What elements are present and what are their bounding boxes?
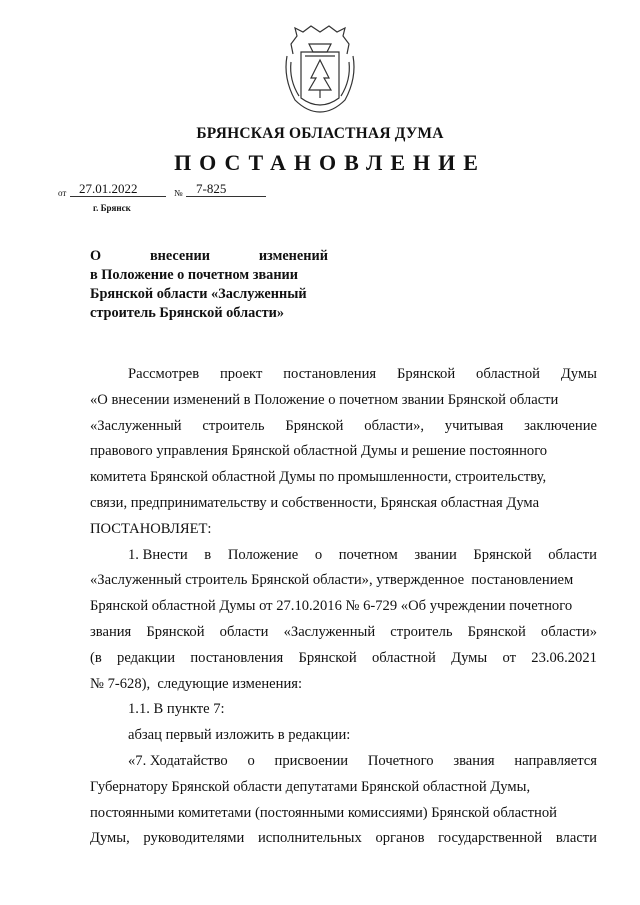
city: г. Брянск <box>93 203 131 213</box>
body-text: Брянской <box>473 546 532 563</box>
body-line <box>90 491 597 517</box>
body-text: направляется <box>514 752 597 769</box>
body-line <box>90 414 597 440</box>
body-text: проект <box>220 366 263 382</box>
body-text: «7. Ходатайство <box>128 752 228 769</box>
body-line <box>90 543 597 569</box>
coat-of-arms-emblem <box>281 22 359 114</box>
body-text: Рассмотрев <box>128 366 200 382</box>
body-text: (в <box>90 649 102 666</box>
body-text: Губернатору Брянской области депутатами Брянской областной Думы, <box>90 778 531 795</box>
body-line <box>90 620 597 646</box>
body-text: области» <box>540 623 597 640</box>
body-line <box>90 568 597 594</box>
body-text: строитель <box>202 417 265 434</box>
body-text: Брянской <box>298 649 357 666</box>
body-text: «О внесении изменений в Положение о почетном звании Брянской области <box>90 391 559 408</box>
body-text: Думы, <box>90 830 130 847</box>
title-word: О <box>90 248 102 264</box>
body-text: органов <box>375 830 425 847</box>
body-text: строитель <box>390 623 453 640</box>
body-line <box>90 439 597 465</box>
title-line <box>90 304 328 323</box>
body-text: области <box>219 623 269 640</box>
body-text: правового управления Брянской областной Думы и решение постоянного <box>90 443 548 460</box>
body-text: областной <box>476 366 540 382</box>
body-text: области <box>548 546 597 563</box>
body-line <box>90 801 597 827</box>
body-text: учитывая <box>444 417 504 434</box>
body-line <box>90 646 597 672</box>
document-type: ПОСТАНОВЛЕНИЕ <box>174 150 486 175</box>
body-text: «Заслуженный <box>283 623 376 640</box>
document-body <box>90 362 597 852</box>
title-word: внесении <box>149 248 210 264</box>
title-word: Брянской области «Заслуженный <box>90 286 307 302</box>
body-line <box>90 826 597 852</box>
body-text: государственной <box>438 830 543 847</box>
number-prefix: № <box>174 188 183 198</box>
body-text: Брянской областной Думы от 27.10.2016 № 6-729 «Об учреждении почетного <box>90 598 573 615</box>
document-date: 27.01.2022 <box>79 181 138 196</box>
body-text: о <box>247 752 255 769</box>
body-text: звании <box>414 546 457 563</box>
body-text: 1.1. В пункте 7: <box>128 701 225 718</box>
body-text: 1. Внести <box>128 546 188 563</box>
title-line <box>90 247 328 266</box>
body-line <box>90 388 597 414</box>
body-text: Думы <box>560 366 597 382</box>
body-text: Почетного <box>367 752 434 769</box>
body-text: заключение <box>524 417 597 434</box>
document-number: 7-825 <box>196 181 227 196</box>
body-line <box>90 362 597 388</box>
title-line <box>90 285 328 304</box>
body-text: области», <box>364 417 425 434</box>
body-line <box>90 723 597 749</box>
date-prefix: от <box>58 188 67 198</box>
body-text: связи, предпринимательству и собственности, Брянская областная Дума <box>90 494 540 511</box>
body-text: постановления <box>190 649 284 666</box>
body-text: ПОСТАНОВЛЯЕТ: <box>90 520 212 537</box>
body-text: Брянской <box>146 623 205 640</box>
body-text: № 7-628), следующие изменения: <box>90 675 303 692</box>
body-text: Брянской <box>467 623 526 640</box>
body-line <box>90 465 597 491</box>
body-text: Положение <box>227 546 299 563</box>
body-text: Брянской <box>285 417 344 434</box>
body-text: о <box>314 546 323 563</box>
body-text: 23.06.2021 <box>531 649 597 666</box>
body-text: исполнительных <box>257 830 362 847</box>
body-text: присвоении <box>274 752 349 769</box>
title-word: в Положение о почетном звании <box>90 267 299 283</box>
document-title <box>90 247 328 323</box>
body-text: почетном <box>338 546 398 563</box>
body-text: абзац первый изложить в редакции: <box>128 727 351 744</box>
body-text: руководителями <box>143 830 245 847</box>
body-text: постоянными комитетами (постоянными комиссиями) Брянской областной <box>90 804 557 821</box>
body-line <box>90 749 597 775</box>
body-line <box>90 775 597 801</box>
body-text: «Заслуженный <box>90 417 182 434</box>
body-text: власти <box>555 830 597 847</box>
body-line <box>90 697 597 723</box>
title-word: изменений <box>258 248 328 264</box>
body-text: звания <box>90 623 132 640</box>
body-text: комитета Брянской областной Думы по промышленности, строительству, <box>90 469 547 486</box>
body-text: «Заслуженный строитель Брянской области», утвержденное постановлением <box>90 572 574 589</box>
organization-name: БРЯНСКАЯ ОБЛАСТНАЯ ДУМА <box>196 125 444 142</box>
title-word: строитель Брянской области» <box>90 305 284 321</box>
body-text: редакции <box>117 649 176 666</box>
body-text: звания <box>453 752 495 769</box>
body-text: областной <box>371 649 436 666</box>
body-text: Брянской <box>397 366 456 382</box>
body-text: в <box>204 546 212 563</box>
body-line <box>90 517 597 543</box>
body-line <box>90 672 597 698</box>
body-text: от <box>502 649 516 666</box>
body-text: постановления <box>283 366 377 382</box>
body-line <box>90 594 597 620</box>
body-text: Думы <box>451 649 488 666</box>
title-line <box>90 266 328 285</box>
